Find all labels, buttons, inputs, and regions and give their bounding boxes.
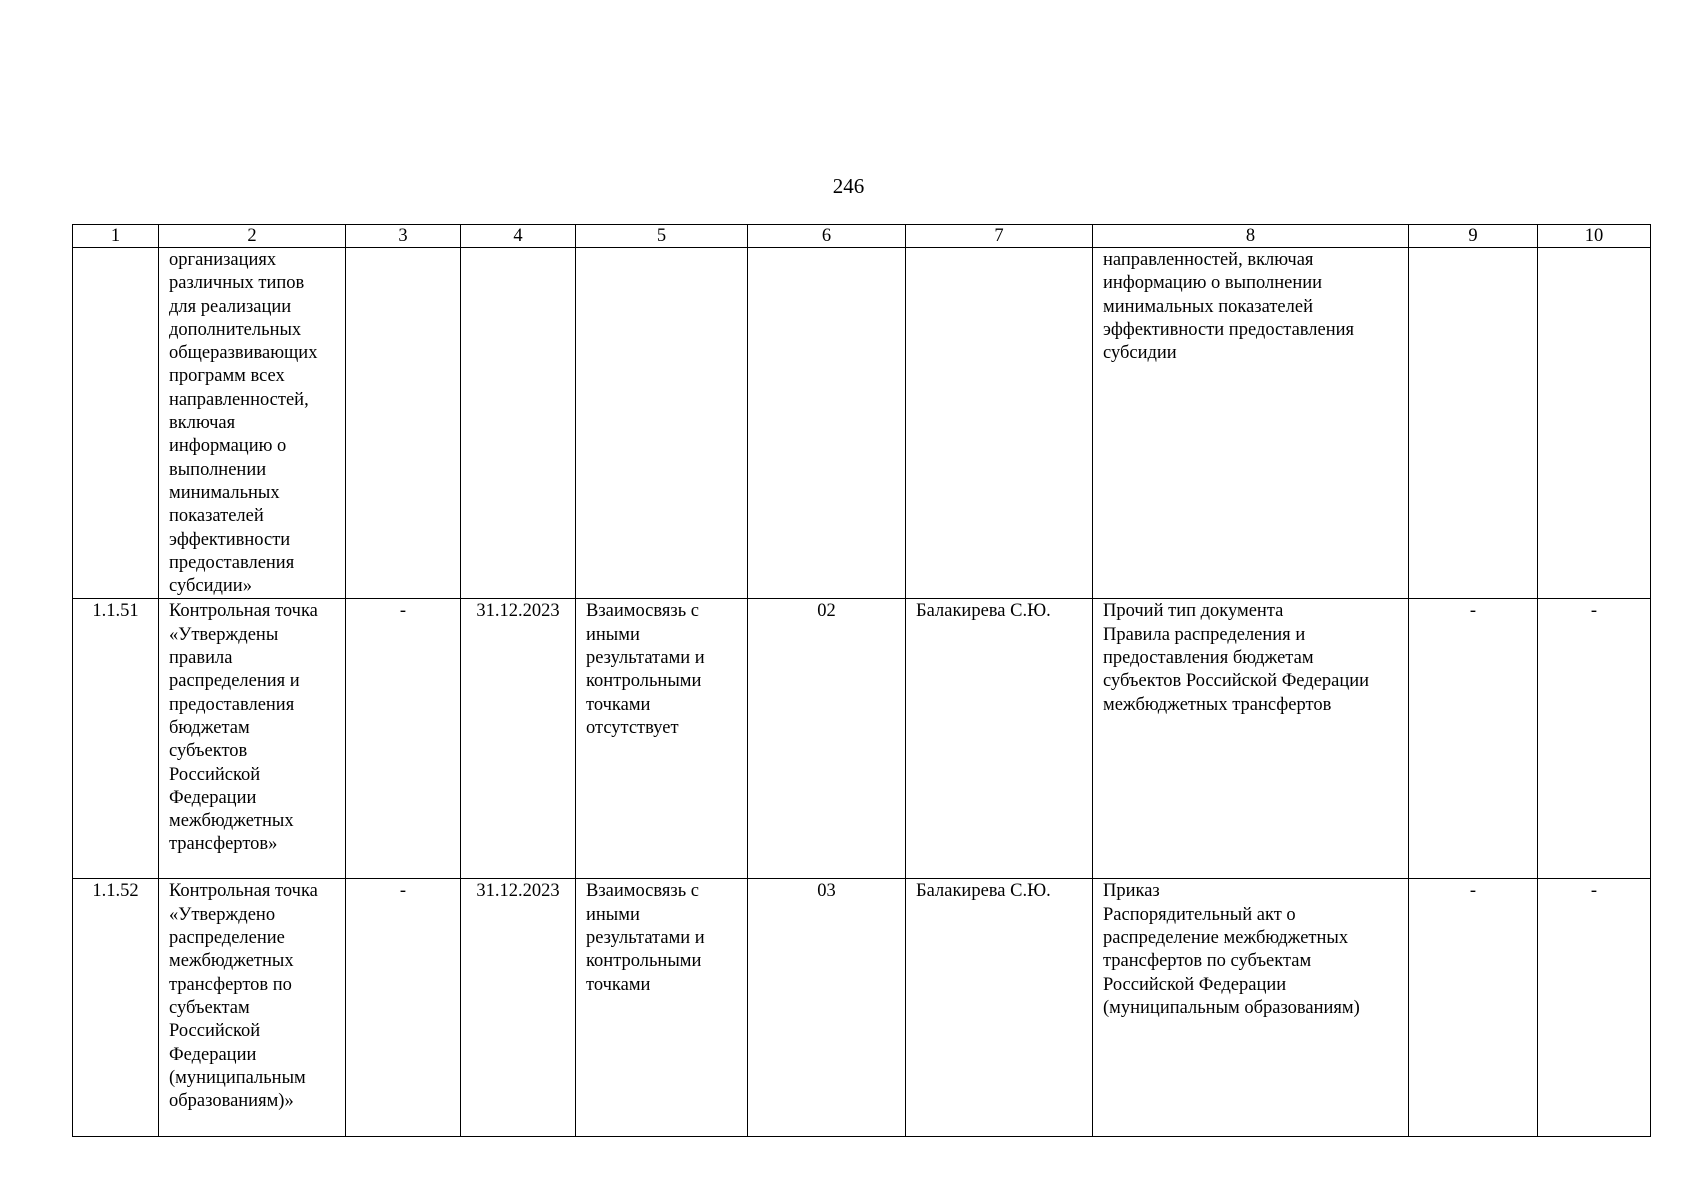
control-points-table (72, 224, 1651, 1137)
code-cell: 02 (748, 599, 906, 879)
column-10-cell (1538, 248, 1651, 599)
column-9-cell: - (1409, 879, 1538, 1137)
column-9-cell (1409, 248, 1538, 599)
column-number-4: 4 (461, 225, 576, 248)
date-cell: 31.12.2023 (461, 599, 576, 879)
responsible-cell: Балакирева С.Ю. (906, 599, 1093, 879)
relation-cell (576, 248, 748, 599)
row-number-cell: 1.1.52 (73, 879, 159, 1137)
control-point-name-cell: организациях различных типов для реализации дополнительных общеразвивающих программ всех направленностей, включая информацию о выполнении минимальных показателей эффективности предоставления субсидии» (159, 248, 346, 599)
column-9-cell: - (1409, 599, 1538, 879)
responsible-cell (906, 248, 1093, 599)
document-cell: Приказ Распорядительный акт о распределение межбюджетных трансфертов по субъектам Российской Федерации (муниципальным образованиям) (1093, 879, 1409, 1137)
table-row (73, 879, 1651, 1137)
column-number-8: 8 (1093, 225, 1409, 248)
document-cell: Прочий тип документа Правила распределения и предоставления бюджетам субъектов Российской Федерации межбюджетных трансфертов (1093, 599, 1409, 879)
relation-cell: Взаимосвязь с иными результатами и контрольными точками отсутствует (576, 599, 748, 879)
control-point-name-cell: Контрольная точка «Утверждены правила распределения и предоставления бюджетам субъектов Российской Федерации межбюджетных трансфертов» (159, 599, 346, 879)
column-number-7: 7 (906, 225, 1093, 248)
column-3-cell: - (346, 879, 461, 1137)
column-number-2: 2 (159, 225, 346, 248)
date-cell: 31.12.2023 (461, 879, 576, 1137)
document-cell: направленностей, включая информацию о выполнении минимальных показателей эффективности предоставления субсидии (1093, 248, 1409, 599)
column-number-1: 1 (73, 225, 159, 248)
column-number-9: 9 (1409, 225, 1538, 248)
table-row (73, 248, 1651, 599)
responsible-cell: Балакирева С.Ю. (906, 879, 1093, 1137)
control-point-name-cell: Контрольная точка «Утверждено распределение межбюджетных трансфертов по субъектам Российской Федерации (муниципальным образованиям)» (159, 879, 346, 1137)
table-row (73, 599, 1651, 879)
date-cell (461, 248, 576, 599)
column-3-cell: - (346, 599, 461, 879)
column-3-cell (346, 248, 461, 599)
column-number-3: 3 (346, 225, 461, 248)
row-number-cell: 1.1.51 (73, 599, 159, 879)
column-10-cell: - (1538, 599, 1651, 879)
column-10-cell: - (1538, 879, 1651, 1137)
column-number-6: 6 (748, 225, 906, 248)
column-number-row (73, 225, 1651, 248)
relation-cell: Взаимосвязь с иными результатами и контрольными точками (576, 879, 748, 1137)
row-number-cell (73, 248, 159, 599)
page-number: 246 (832, 174, 865, 198)
column-number-10: 10 (1538, 225, 1651, 248)
code-cell (748, 248, 906, 599)
column-number-5: 5 (576, 225, 748, 248)
code-cell: 03 (748, 879, 906, 1137)
